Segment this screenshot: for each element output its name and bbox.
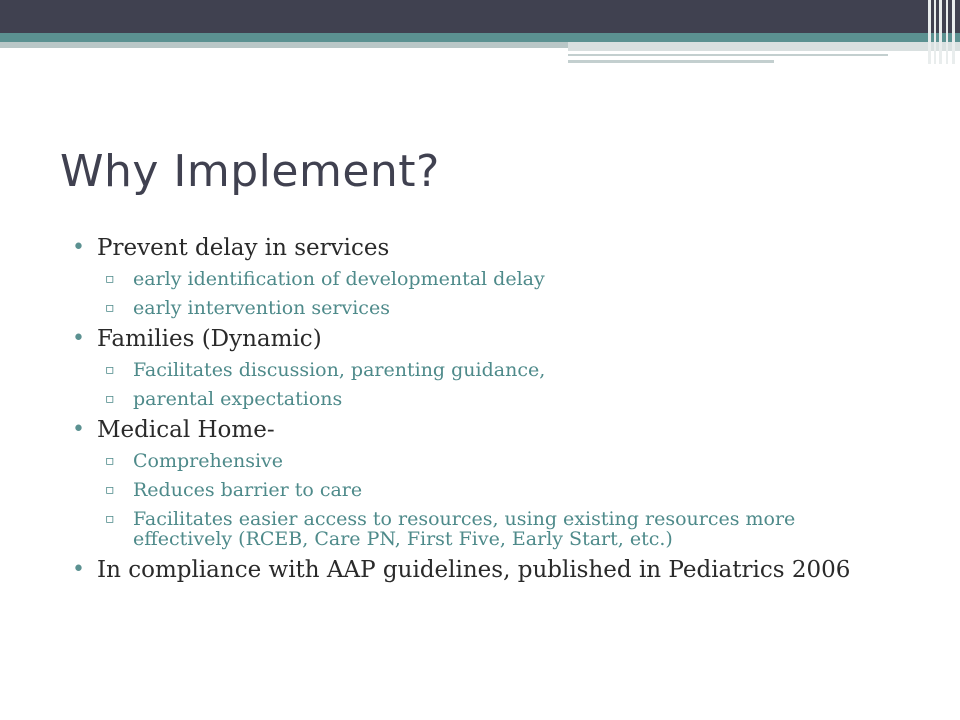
square-bullet-icon: ▫ [105,271,115,287]
header-thin-rule [568,54,888,56]
header-rule-left [0,42,568,48]
header-rule-right [568,42,960,51]
square-bullet-icon: ▫ [105,300,115,316]
bullet-text: Families (Dynamic) [97,326,322,352]
bullet-item [72,234,892,262]
sub-bullet-text: early identification of developmental delay [133,268,545,290]
sub-bullet-text: Reduces barrier to care [133,479,363,501]
header-band [0,0,960,33]
bullet-text: Medical Home- [97,417,275,443]
header-thin-rule-short [568,60,774,63]
square-bullet-icon: ▫ [105,362,115,378]
bullet-item [72,416,892,444]
sub-bullet-item [105,389,892,409]
square-bullet-icon: ▫ [105,453,115,469]
sub-bullet-text: early intervention services [133,297,390,319]
square-bullet-icon: ▫ [105,482,115,498]
header-stripes [926,0,960,64]
bullet-text: In compliance with AAP guidelines, published in Pediatrics 2006 [97,557,851,583]
square-bullet-icon: ▫ [105,391,115,407]
bullet-list [72,234,892,584]
sub-bullet-text: Facilitates easier access to resources, using existing resources more effectively (RCEB, Care PN, First Five, Early Start, etc.) [133,508,796,550]
sub-bullet-text: parental expectations [133,388,343,410]
slide-title: Why Implement? [60,146,440,197]
bullet-item [72,556,892,584]
sub-bullet-item [105,480,892,500]
sub-bullet-item [105,269,892,289]
sub-bullet-item [105,509,892,549]
sub-bullet-text: Comprehensive [133,450,284,472]
sub-bullet-text: Facilitates discussion, parenting guidance, [133,359,546,381]
sub-bullet-item [105,298,892,318]
sub-bullet-item [105,451,892,471]
square-bullet-icon: ▫ [105,511,115,527]
sub-bullet-item [105,360,892,380]
header-accent-band [0,33,960,42]
bullet-text: Prevent delay in services [97,235,390,261]
bullet-item [72,325,892,353]
